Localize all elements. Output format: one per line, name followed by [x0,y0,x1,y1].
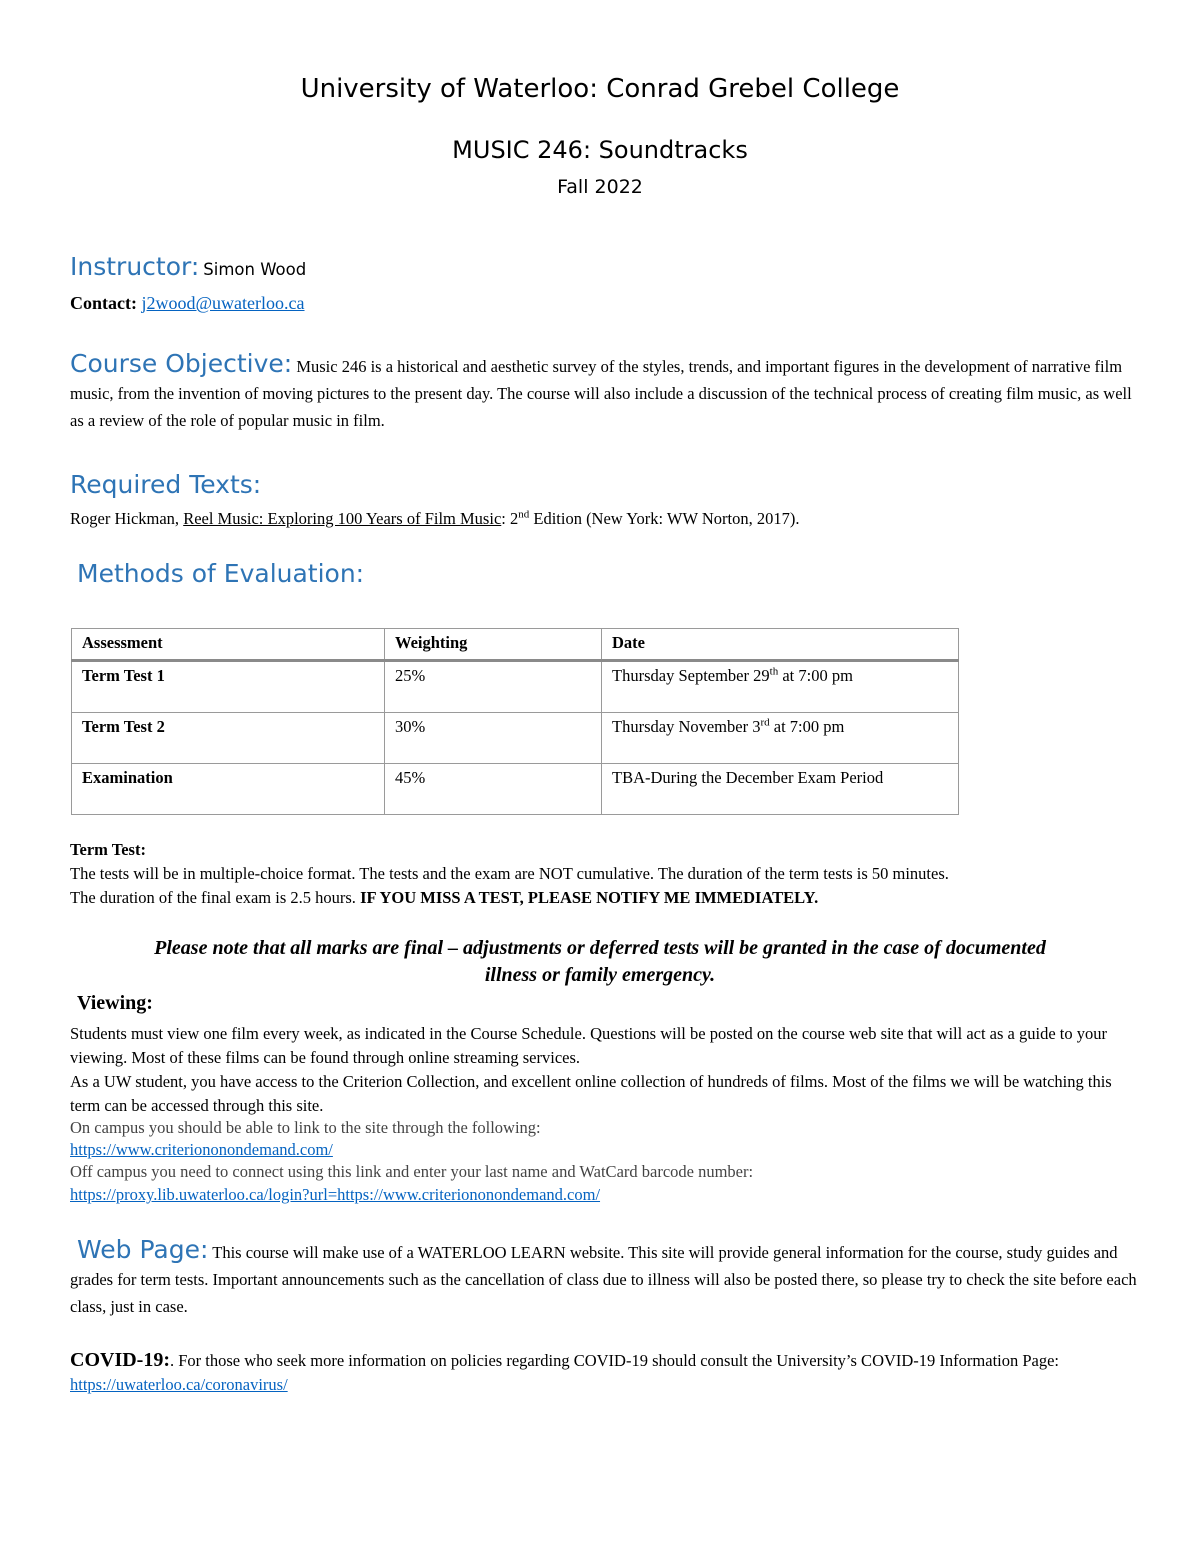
university-title: University of Waterloo: Conrad Grebel College [300,74,900,104]
covid-info-link[interactable]: https://uwaterloo.ca/coronavirus/ [70,1375,288,1394]
course-title: MUSIC 246: Soundtracks [452,136,748,164]
assessment-cell: Examination [72,764,385,815]
date-sup: th [769,665,779,678]
course-objective [70,350,1140,434]
required-texts-heading: Required Texts: [70,470,262,499]
date-text: TBA-During the December Exam Period [612,768,884,787]
table-row [72,713,959,764]
viewing-paragraph-1: Students must view one film every week, as indicated in the Course Schedule. Questions will be posted on the course web site that will act as a guide to your viewing. Most of these films can be found through online streaming services. [70,1024,1107,1067]
final-exam-duration: The duration of the final exam is 2.5 hours. [70,888,361,907]
table-header-row [72,629,959,661]
contact-email-link[interactable]: j2wood@uwaterloo.ca [141,293,305,313]
viewing-heading: Viewing: [77,992,153,1014]
column-header-date: Date [602,629,959,661]
table-row [72,764,959,815]
edition-prefix: : 2 [501,509,519,528]
book-title: Reel Music: Exploring 100 Years of Film Music [183,509,502,528]
instructor-line [70,252,306,281]
term-test-line1: The tests will be in multiple-choice format. The tests and the exam are NOT cumulative. The duration of the term tests is 50 minutes. [70,864,949,883]
date-text: Thursday November 3 [612,717,761,736]
marks-note-line1: Please note that all marks are final – adjustments or deferred tests will be granted in the case of documented [154,937,1046,959]
viewing-paragraph-2: As a UW student, you have access to the Criterion Collection, and excellent online collection of hundreds of films. Most of the films we will be watching this term can be accessed through this site. [70,1072,1112,1115]
instructor-name: Simon Wood [203,260,307,279]
weight-cell: 25% [385,661,602,713]
objective-label: Course Objective: [70,349,293,378]
contact-label: Contact: [70,293,137,313]
evaluation-table [71,628,959,815]
assessment-cell: Term Test 1 [72,661,385,713]
date-time: at 7:00 pm [769,717,845,736]
table-row [72,661,959,713]
weight-cell: 30% [385,713,602,764]
edition-rest: Edition (New York: WW Norton, 2017). [529,509,800,528]
covid-section [70,1348,1140,1397]
required-text-citation [70,509,800,529]
instructor-label: Instructor: [70,252,200,281]
date-cell [602,713,959,764]
contact-line [70,293,305,314]
term-test-line2 [70,888,818,908]
missed-test-warning: IF YOU MISS A TEST, PLEASE NOTIFY ME IMMEDIATELY. [360,888,819,907]
weight-cell: 45% [385,764,602,815]
objective-text: Music 246 is a historical and aesthetic survey of the styles, trends, and important figures in the development of narrative film music, from the invention of moving pictures to the present day. The course will also include a discussion of the technical process of creating film music, as well as a review of the role of popular music in film. [70,357,1132,430]
column-header-assessment: Assessment [72,629,385,661]
date-cell [602,764,959,815]
term-test-heading: Term Test: [70,840,146,859]
on-campus-text: On campus you should be able to link to the site through the following: [70,1118,541,1137]
term-title: Fall 2022 [557,176,643,198]
web-page-section [70,1236,1140,1320]
covid-text: . For those who seek more information on policies regarding COVID-19 should consult the University’s COVID-19 Information Page: [170,1351,1060,1370]
off-campus-text: Off campus you need to connect using this link and enter your last name and WatCard barcode number: [70,1162,754,1181]
marks-note-line2: illness or family emergency. [484,964,716,986]
web-page-text: This course will make use of a WATERLOO LEARN website. This site will provide general information for the course, study guides and grades for term tests. Important announcements such as the cancellation of class due to illness will also be posted there, so please try to check the site before each class, just in case. [70,1243,1137,1316]
web-page-label: Web Page: [77,1235,209,1264]
edition-sup: nd [518,508,530,521]
book-author: Roger Hickman, [70,509,184,528]
date-time: at 7:00 pm [778,666,853,685]
assessment-cell: Term Test 2 [72,713,385,764]
date-sup: rd [760,716,770,729]
evaluation-heading: Methods of Evaluation: [77,559,365,588]
date-cell [602,661,959,713]
off-campus-link[interactable]: https://proxy.lib.uwaterloo.ca/login?url=https://www.criteriononondemand.com/ [70,1185,601,1204]
column-header-weighting: Weighting [385,629,602,661]
date-text: Thursday September 29 [612,666,770,685]
on-campus-link[interactable]: https://www.criteriononondemand.com/ [70,1140,333,1159]
covid-label: COVID-19: [70,1349,170,1371]
